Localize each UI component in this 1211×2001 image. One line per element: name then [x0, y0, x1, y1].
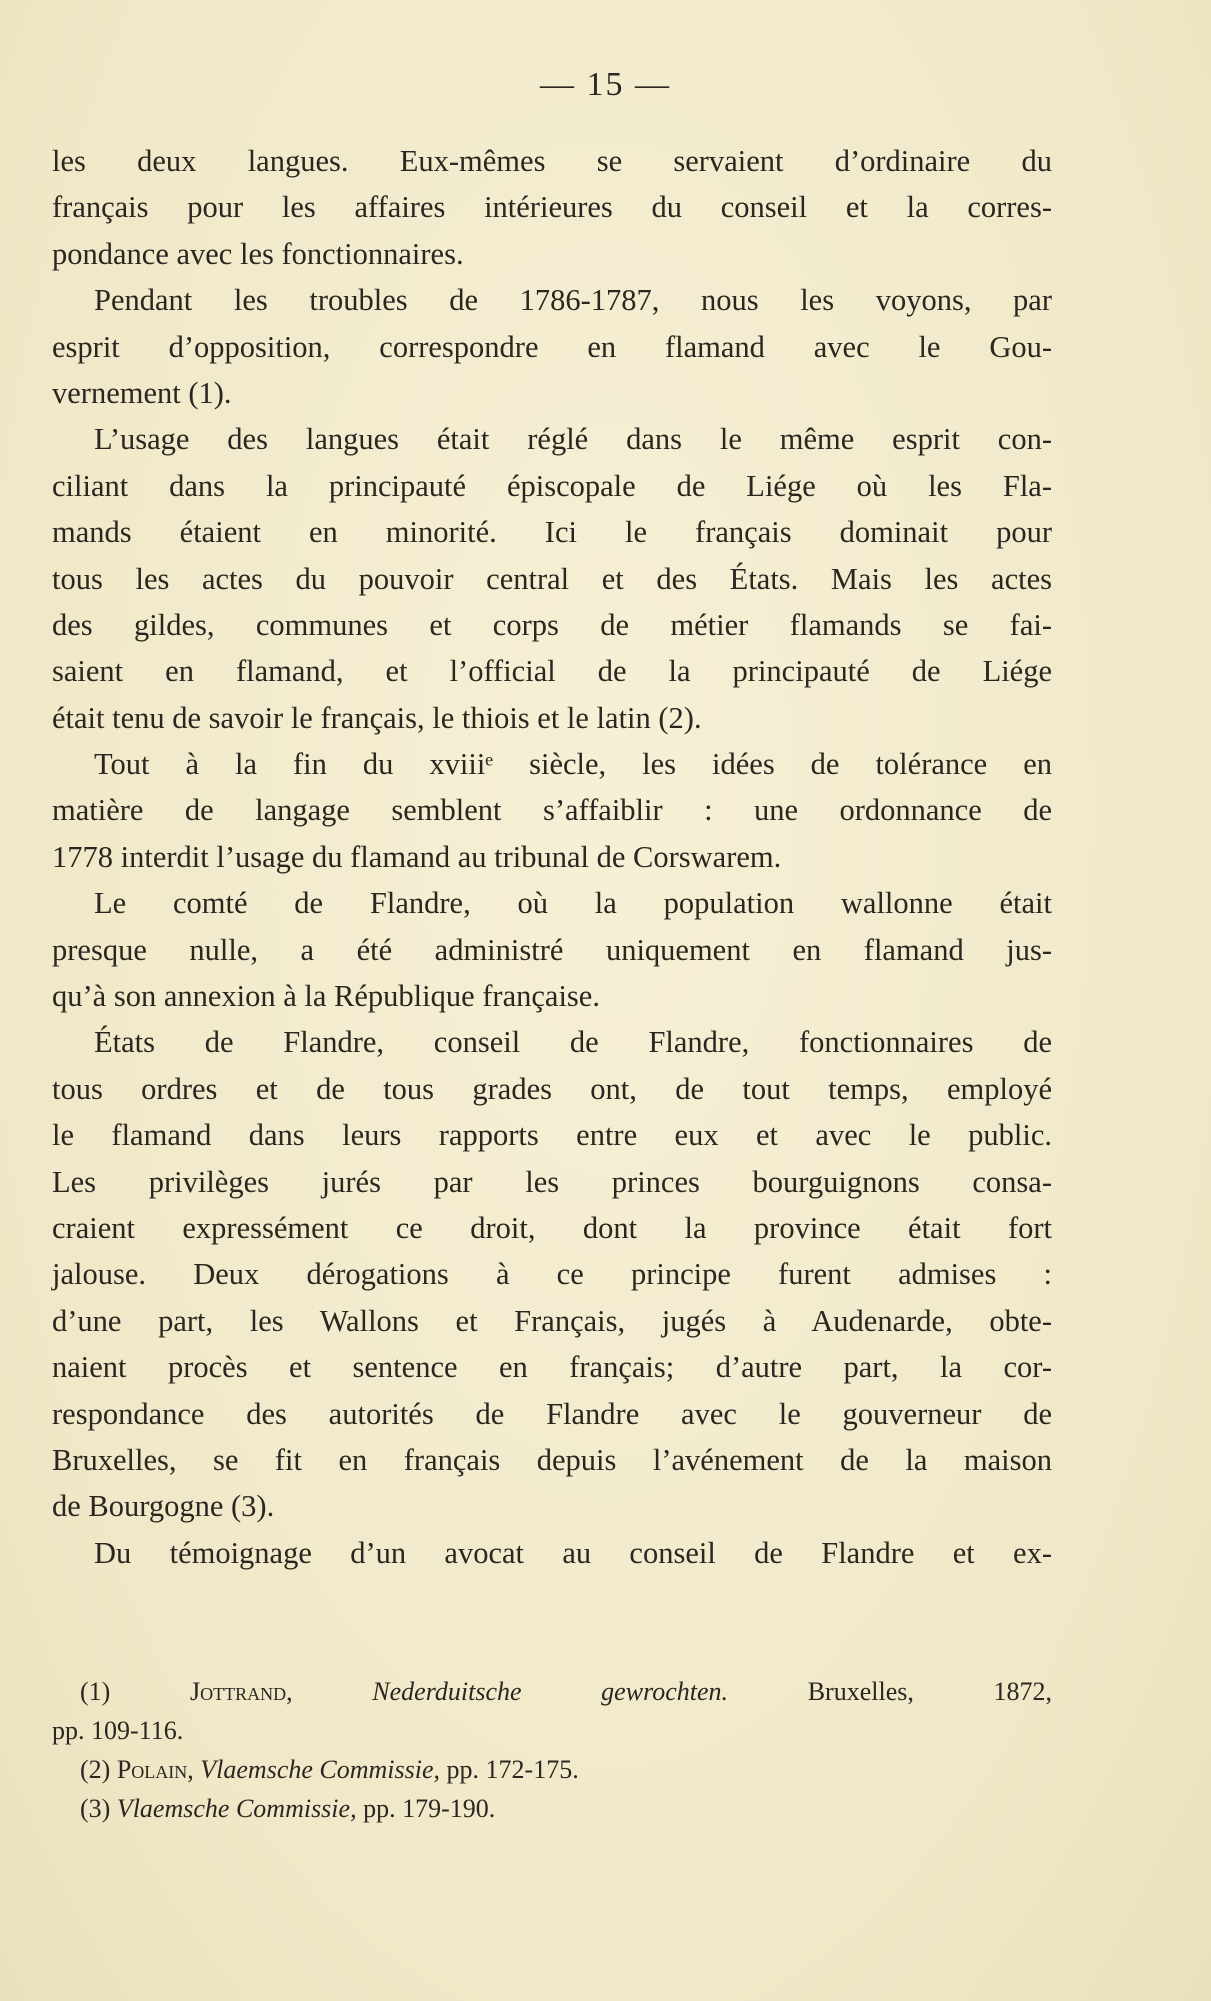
text-line: tous ordres et de tous grades ont, de tout temps, employé [52, 1071, 1052, 1106]
text-line: Du témoignage d’un avocat au conseil de Flandre et ex- [94, 1535, 1052, 1570]
text-line: matière de langage semblent s’affaiblir : une ordonnance de [52, 793, 1052, 828]
text-line: qu’à son annexion à la République française. [52, 979, 600, 1014]
text-line: Bruxelles, se fit en français depuis l’avénement de la maison [52, 1442, 1052, 1477]
text-line: naient procès et sentence en français; d’autre part, la cor- [52, 1350, 1052, 1385]
text-line: les deux langues. Eux-mêmes se servaient d’ordinaire du [52, 144, 1052, 178]
footnotes [52, 1672, 1052, 1828]
text-line: Le comté de Flandre, où la population wallonne était [94, 886, 1052, 921]
text-line: d’une part, les Wallons et Français, jugés à Audenarde, obte- [52, 1303, 1052, 1338]
text-line: tous les actes du pouvoir central et des États. Mais les actes [52, 561, 1052, 596]
footnote-2-number: (2) [80, 1755, 111, 1784]
page-number: — 15 — [540, 66, 671, 103]
footnote-1-number: (1) [80, 1677, 111, 1706]
text-line: Tout à la fin du xviiiᵉ siècle, les idées de tolérance en [94, 747, 1052, 782]
body-text [52, 138, 1052, 1576]
text-line: 1778 interdit l’usage du flamand au tribunal de Corswarem. [52, 839, 782, 874]
text-line: L’usage des langues était réglé dans le même esprit con- [94, 422, 1052, 457]
text-line: États de Flandre, conseil de Flandre, fonctionnaires de [94, 1025, 1052, 1060]
footnote-1-continuation: pp. 109-116. [52, 1716, 184, 1745]
text-line: de Bourgogne (3). [52, 1489, 275, 1524]
footnote-1-author: Jottrand, [190, 1677, 293, 1706]
text-line: était tenu de savoir le français, le thiois et le latin (2). [52, 700, 702, 735]
text-line: jalouse. Deux dérogations à ce principe furent admises : [52, 1257, 1052, 1292]
footnote-2 [52, 1750, 1052, 1789]
text-line: craient expressément ce droit, dont la province était fort [52, 1210, 1052, 1245]
footnote-3-title: Vlaemsche Commissie, [116, 1794, 357, 1823]
text-line: saient en flamand, et l’official de la principauté de Liége [52, 654, 1052, 689]
footnote-2-title: Vlaemsche Commissie, [200, 1755, 441, 1784]
text-line: esprit d’opposition, correspondre en flamand avec le Gou- [52, 329, 1052, 364]
text-line: Pendant les troubles de 1786-1787, nous les voyons, par [94, 283, 1052, 318]
text-line: pondance avec les fonctionnaires. [52, 236, 464, 271]
footnote-2-details: pp. 172-175. [446, 1755, 579, 1784]
text-line: respondance des autorités de Flandre avec le gouverneur de [52, 1396, 1052, 1431]
text-line: vernement (1). [52, 375, 232, 410]
footnote-2-author: Polain, [116, 1755, 194, 1784]
footnote-3 [52, 1789, 1052, 1828]
footnote-1-title: Nederduitsche gewrochten. [372, 1677, 729, 1706]
text-line: le flamand dans leurs rapports entre eux et avec le public. [52, 1118, 1052, 1153]
footnote-1-details: Bruxelles, 1872, [807, 1677, 1053, 1706]
text-line: ciliant dans la principauté épiscopale de Liége où les Fla- [52, 468, 1052, 503]
footnote-3-number: (3) [80, 1794, 111, 1823]
text-line: français pour les affaires intérieures du conseil et la corres- [52, 190, 1052, 225]
text-line: presque nulle, a été administré uniquement en flamand jus- [52, 932, 1052, 967]
footnote-3-details: pp. 179-190. [363, 1794, 496, 1823]
text-line: des gildes, communes et corps de métier flamands se fai- [52, 607, 1052, 642]
text-line: mands étaient en minorité. Ici le français dominait pour [52, 515, 1052, 550]
footnote-1 [52, 1672, 1052, 1711]
text-line: Les privilèges jurés par les princes bourguignons consa- [52, 1164, 1052, 1199]
